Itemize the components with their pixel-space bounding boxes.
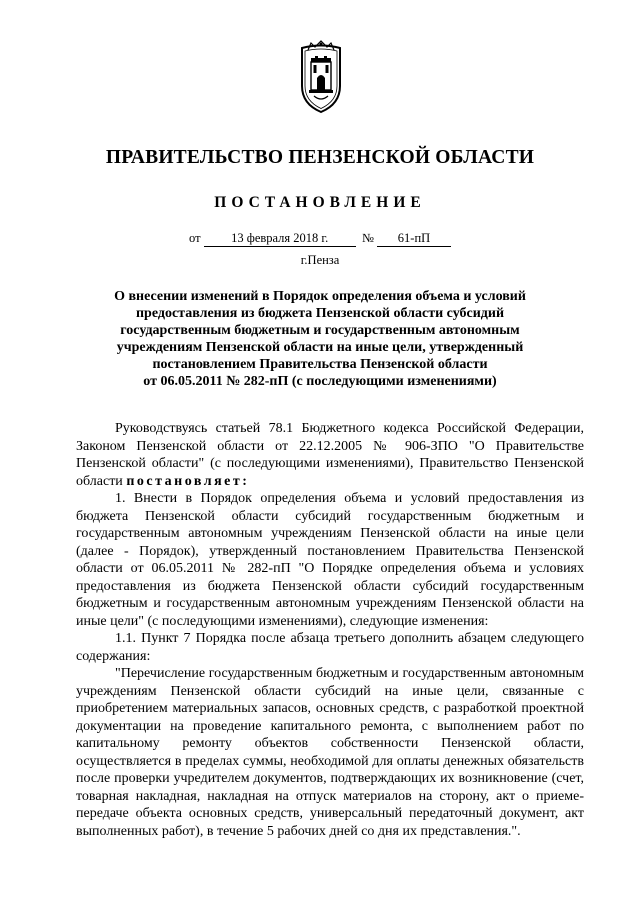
coat-of-arms-icon <box>296 40 346 115</box>
title-line: постановлением Правительства Пензенской области <box>152 357 488 372</box>
paragraph-1: 1. Внести в Порядок определения объема и условий предоставления из бюджета Пензенской области субсидий государственным бюджетным и государственным автономным учреждениям Пензенской области на иные цели (далее - Порядок), утвержденный постановлением Правительства Пензенской области от 06.05.2011 № 282-пП "О Порядке определения объема и условиях предоставления из бюджета Пензенской области субсидий государственным бюджетным и государственным автономным учреждениям Пензенской области на иные цели" (с последующими изменениями), следующие изменения: <box>76 491 584 629</box>
date-number-line <box>0 231 640 247</box>
title-line: О внесении изменений в Порядок определения объема и условий <box>114 289 526 304</box>
document-title <box>100 288 540 390</box>
preamble-paragraph <box>76 420 584 490</box>
title-line: от 06.05.2011 № 282-пП (с последующими изменениями) <box>143 374 497 389</box>
document-type: ПОСТАНОВЛЕНИЕ <box>214 194 426 211</box>
title-line: предоставления из бюджета Пензенской области субсидий <box>135 306 505 321</box>
quoted-paragraph: "Перечисление государственным бюджетным и государственным автономным учреждениям Пензенской области субсидий на иные цели, связанные с приобретением материальных запасов, основных средств, с разработкой проектной документации на проведение капитального ремонта, с выполнением работ по капитальному ремонту объектов собственности Пензенской области, осуществляется в пределах суммы, необходимой для оплаты денежных обязательств после проверки учредителем документов, подтверждающих их возникновение (счет, товарная накладная, накладная на отпуск материалов на сторону, акт о приеме-передаче объекта основных средств, универсальный передаточный документ, акт выполненных работ), в течение 5 рабочих дней со дня их представления.". <box>76 666 584 839</box>
from-label: от <box>189 231 201 245</box>
city: г.Пенза <box>300 253 340 267</box>
title-line: учреждениям Пензенской области на иные цели, утвержденный <box>116 340 524 355</box>
document-date: 13 февраля 2018 г. <box>204 231 356 247</box>
document-body <box>76 420 584 840</box>
government-name: ПРАВИТЕЛЬСТВО ПЕНЗЕНСКОЙ ОБЛАСТИ <box>105 147 535 168</box>
document-number: 61-пП <box>377 231 451 247</box>
title-line: государственным бюджетным и государственным автономным <box>120 323 520 338</box>
resolves-word: постановляет: <box>126 473 250 489</box>
paragraph-1-1: 1.1. Пункт 7 Порядка после абзаца третьего дополнить абзацем следующего содержания: <box>76 631 584 664</box>
preamble-text: Руководствуясь статьей 78.1 Бюджетного кодекса Российской Федерации, Законом Пензенской области от 22.12.2005 № 906-ЗПО "О Правительстве Пензенской области" (с последующими изменениями), Правительство Пензенской области <box>76 421 584 489</box>
number-label: № <box>361 231 374 245</box>
